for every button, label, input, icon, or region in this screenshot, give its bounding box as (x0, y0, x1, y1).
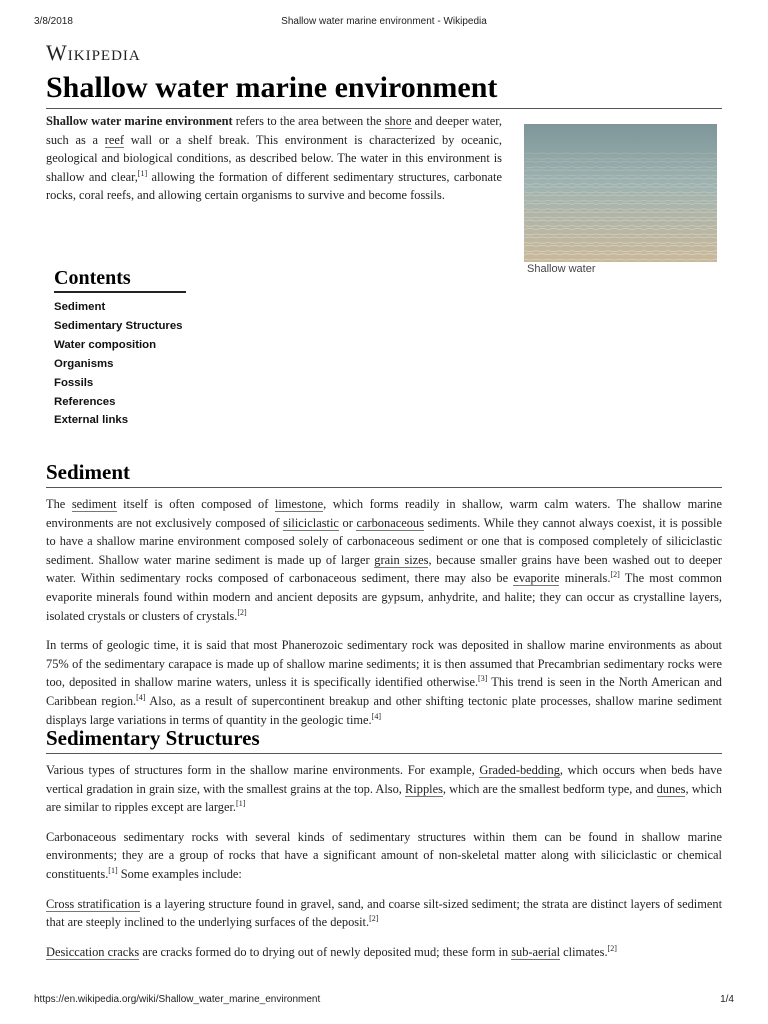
heading-sedimentary-structures: Sedimentary Structures (46, 725, 722, 754)
toc-item-external-links[interactable]: External links (54, 414, 129, 427)
table-of-contents (54, 266, 186, 430)
ref-4[interactable]: [4] (371, 711, 381, 721)
para-text: Some examples include: (117, 866, 242, 881)
para-text: sediments. While they cannot always coexist, it is possible to have a shallow marine environment composed solely of carbonaceous sediment or one that is composed completely of siliciclastic sediment. Shallow water marine sediment is made up of larger (46, 515, 722, 567)
para-text: is a layering structure found in gravel, sand, and coarse silt-sized sediment; the strata are distinct layers of sediment that are steeply inclined to the underlying surfaces of the deposit. (46, 896, 723, 930)
structures-paragraph-4 (46, 943, 722, 962)
print-page-title: Shallow water marine environment - Wikipedia (281, 16, 487, 27)
shallow-water-photo (524, 124, 717, 262)
link-ripples[interactable]: Ripples (405, 781, 443, 796)
toc-item-references[interactable]: References (54, 395, 116, 408)
ref-2[interactable]: [2] (610, 570, 620, 580)
para-text: are cracks formed do to drying out of newly deposited mud; these form in (139, 944, 512, 959)
print-page-number: 1/4 (720, 994, 734, 1005)
structures-paragraph-3 (46, 895, 722, 932)
para-text: Also, as a result of supercontinent breakup and other shifting tectonic plate processes, shallow marine sediment displays large variations in terms of quantity in the geologic time. (46, 693, 722, 727)
link-desiccation-cracks[interactable]: Desiccation cracks (46, 944, 140, 959)
link-dunes[interactable]: dunes (656, 781, 686, 796)
ref-4[interactable]: [4] (136, 692, 146, 702)
print-url: https://en.wikipedia.org/wiki/Shallow_water_marine_environment (34, 994, 321, 1005)
page-title: Shallow water marine environment (46, 70, 722, 109)
para-text: Carbonaceous sedimentary rocks with several kinds of sedimentary structures within them can be found in shallow marine environments; they are a group of rocks that have a significant amount of non-skeletal matter along with siliciclastic or chemical constituents. (46, 829, 722, 881)
para-text: minerals. (559, 571, 611, 586)
lead-text: allowing the formation of different sedimentary structures, carbonate rocks, coral reefs, and allowing certain organisms to survive and become fossils. (46, 169, 502, 203)
heading-sediment: Sediment (46, 459, 722, 488)
para-text: In terms of geologic time, it is said that most Phanerozoic sedimentary rock was deposited in shallow marine environments as about 75% of the sedimentary carapace is made up of shallow marine sediments; it is then assumed that Precambrian sedimentary rocks were too, deposited in shallow marine waters, unless it is specifically identified otherwise. (46, 638, 722, 690)
link-sub-aerial[interactable]: sub-aerial (511, 944, 561, 959)
link-carbonaceous[interactable]: carbonaceous (356, 515, 424, 530)
toc-item-fossils[interactable]: Fossils (54, 376, 94, 389)
ref-1[interactable]: [1] (108, 865, 118, 875)
link-evaporite[interactable]: evaporite (513, 571, 560, 586)
link-sediment[interactable]: sediment (71, 497, 117, 511)
ref-1[interactable]: [1] (137, 168, 148, 178)
ref-2[interactable]: [2] (607, 943, 617, 953)
shallow-water-image[interactable] (524, 124, 717, 262)
wikipedia-logo[interactable]: Wikipedia (46, 40, 141, 65)
print-header (34, 16, 734, 30)
link-cross-stratification[interactable]: Cross stratification (46, 896, 141, 911)
ref-2[interactable]: [2] (237, 607, 247, 617)
lead-text: and deeper water, such as a (46, 114, 503, 147)
ref-3[interactable]: [3] (478, 674, 488, 684)
lead-text: wall or a shelf break. This environment is characterized by oceanic, geological and biological conditions, as described below. The water in this environment is shallow and clear, (46, 132, 503, 184)
lead-paragraph (46, 112, 502, 205)
toc-item-organisms[interactable]: Organisms (54, 357, 114, 370)
lead-text: refers to the area between the (232, 114, 385, 128)
para-text: climates. (560, 944, 608, 959)
structures-paragraph-2 (46, 828, 722, 884)
section-sediment (46, 459, 722, 729)
para-text: or (338, 515, 357, 530)
para-text: The most common evaporite minerals found within modern and ancient deposits are gypsum, anhydrite, and halite; they can occur as crystalline layers, isolated crystals or clusters of crystals. (46, 571, 722, 623)
sediment-paragraph-2 (46, 636, 722, 729)
para-text: , which occurs when beds have vertical gradation in grain size, with the smallest grains at the top. Also, (46, 763, 722, 796)
image-caption: Shallow water (527, 263, 596, 275)
toc-list (54, 298, 186, 430)
para-text: , which are the smallest bedform type, and (442, 781, 657, 796)
link-siliciclastic[interactable]: siliciclastic (283, 515, 339, 530)
toc-item-sediment[interactable]: Sediment (54, 301, 106, 313)
link-shore[interactable]: shore (384, 114, 412, 128)
link-grain-sizes[interactable]: grain sizes (374, 552, 429, 567)
ref-2[interactable]: [2] (369, 914, 379, 924)
toc-item-sedimentary-structures[interactable]: Sedimentary Structures (54, 319, 183, 332)
para-text: , because smaller grains have been washed out to deeper water. Within sedimentary rocks composed of carbonaceous sediment, there may also be (46, 552, 722, 586)
toc-title: Contents (54, 266, 186, 293)
lead-bold-term: Shallow water marine environment (46, 114, 233, 128)
para-text: This trend is seen in the North American and Caribbean region. (46, 675, 722, 708)
structures-paragraph-1 (46, 761, 722, 817)
para-text: Various types of structures form in the shallow marine environments. For example, (46, 763, 480, 777)
toc-item-water-composition[interactable]: Water composition (54, 338, 157, 351)
section-sedimentary-structures (46, 725, 722, 961)
para-text: itself is often composed of (116, 497, 275, 511)
print-date: 3/8/2018 (34, 16, 73, 27)
para-text: The (46, 497, 72, 511)
link-limestone[interactable]: limestone (274, 497, 324, 511)
para-text: , which forms readily in shallow, warm calm waters. The shallow marine environments are not exclusively composed of (46, 497, 722, 530)
link-reef[interactable]: reef (104, 132, 125, 147)
ref-1[interactable]: [1] (236, 799, 246, 809)
sediment-paragraph-1 (46, 495, 722, 625)
para-text: , which are similar to ripples except are larger. (46, 781, 722, 815)
link-graded-bedding[interactable]: Graded-bedding (479, 763, 560, 777)
print-footer (34, 994, 734, 1008)
